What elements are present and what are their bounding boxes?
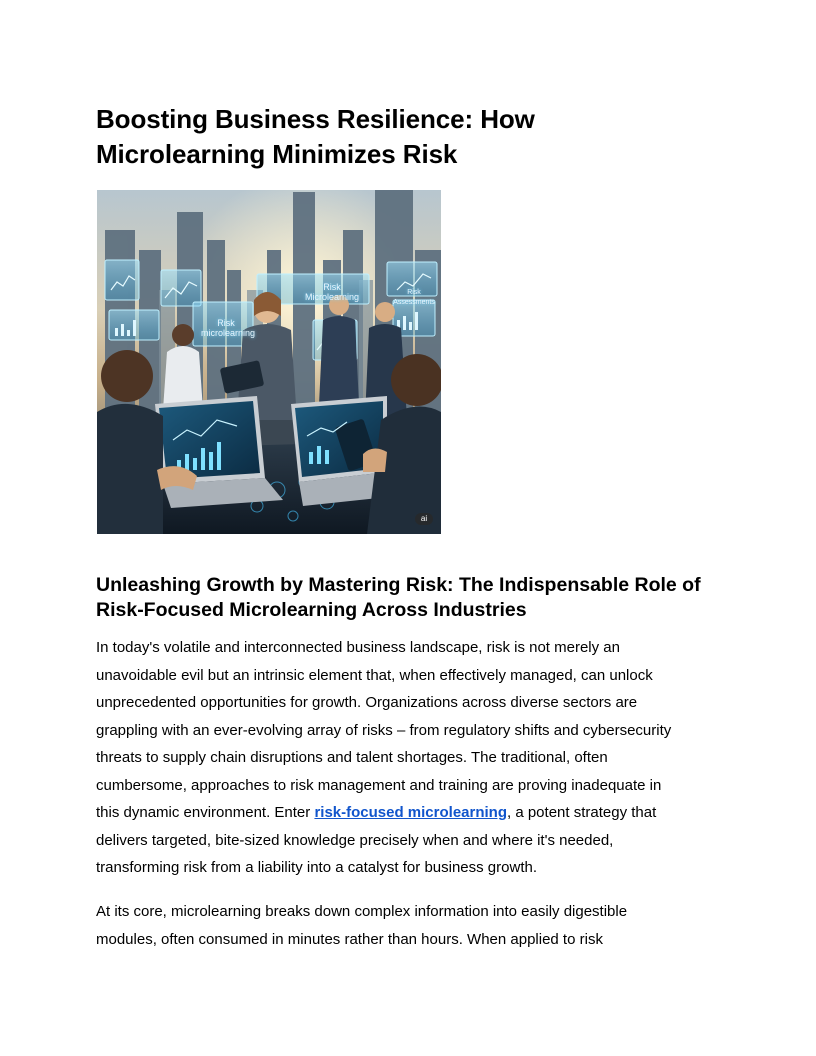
- paragraph-line-with-link: [96, 799, 726, 827]
- section-heading: [96, 573, 736, 623]
- paragraph-intro: [96, 634, 726, 882]
- paragraph-line: In today's volatile and interconnected business landscape, risk is not merely an: [96, 639, 620, 656]
- article-title-line-1: Boosting Business Resilience: How: [96, 104, 535, 134]
- paragraph-line: threats to supply chain disruptions and talent shortages. The traditional, often: [96, 749, 608, 766]
- paragraph-line: delivers targeted, bite-sized knowledge precisely when and where it's needed,: [96, 831, 614, 849]
- paragraph-line: At its core, microlearning breaks down complex information into easily digestible: [96, 903, 628, 920]
- article-title: [96, 102, 656, 172]
- paragraph-line: unavoidable evil but an intrinsic element that, when effectively managed, can unlock: [96, 666, 653, 684]
- paragraph-line: unprecedented opportunities for growth. Organizations across diverse sectors are: [96, 694, 638, 711]
- paragraph-text-before-link: this dynamic environment. Enter: [96, 804, 315, 821]
- hero-illustration: [97, 190, 441, 534]
- article-title-line-2: Microlearning Minimizes Risk: [96, 139, 458, 169]
- risk-focused-microlearning-link[interactable]: risk-focused microlearning: [314, 804, 507, 821]
- paragraph-line: grappling with an ever-evolving array of risks – from regulatory shifts and cybersecurity: [96, 721, 672, 739]
- hero-label-risk-assessments: Risk Assessments: [393, 289, 435, 306]
- paragraph-line: transforming risk from a liability into a catalyst for business growth.: [96, 859, 537, 876]
- hero-label-risk-microlearning-top: Risk Microlearning: [304, 282, 360, 302]
- ai-generated-badge: ai: [415, 513, 433, 525]
- hero-image: [97, 190, 441, 534]
- hero-label-risk-microlearning-left: Risk microlearning: [201, 318, 256, 338]
- paragraph-line: cumbersome, approaches to risk management and training are proving inadequate in: [96, 776, 662, 794]
- paragraph-text-after-link: , a potent strategy that: [507, 804, 657, 821]
- section-heading-line-2: Risk-Focused Microlearning Across Industries: [96, 599, 527, 621]
- paragraph-line: modules, often consumed in minutes rather than hours. When applied to risk: [96, 930, 603, 948]
- section-heading-line-1: Unleashing Growth by Mastering Risk: The Indispensable Role of: [96, 574, 701, 596]
- paragraph-core: [96, 898, 726, 953]
